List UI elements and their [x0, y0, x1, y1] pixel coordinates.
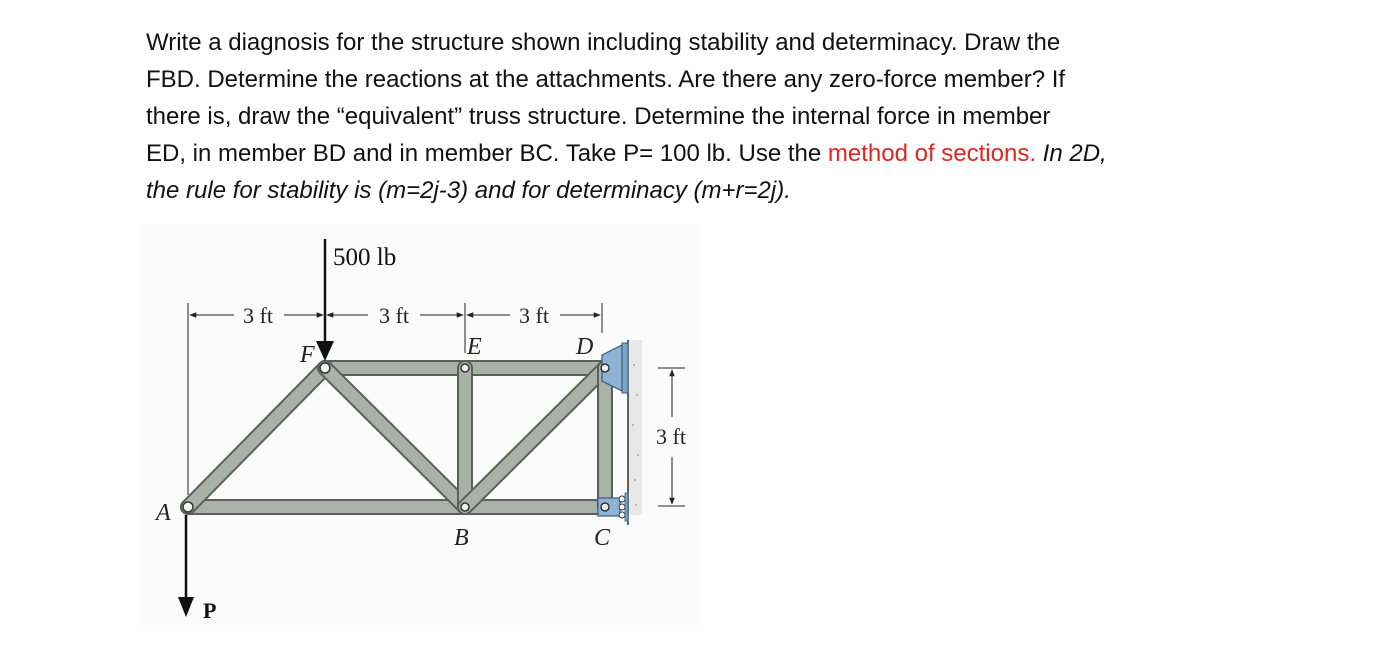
- dimension-label-vertical: 3 ft: [656, 424, 686, 449]
- problem-line-5: the rule for stability is (m=2j-3) and for determinacy (m+r=2j).: [146, 177, 791, 204]
- truss-diagram: [140, 225, 700, 625]
- stability-rule-intro: In 2D,: [1036, 140, 1107, 167]
- method-of-sections-highlight: method of sections.: [827, 140, 1036, 167]
- dimension-label-fe: 3 ft: [379, 303, 409, 328]
- dimension-label-ed: 3 ft: [519, 303, 549, 328]
- joint-label-e: E: [467, 334, 482, 360]
- figure-background: [140, 225, 700, 625]
- problem-line-1: Write a diagnosis for the structure shown including stability and determinacy. Draw the: [146, 29, 1061, 56]
- joint-b-pin: [461, 503, 469, 511]
- joint-label-c: C: [594, 525, 611, 551]
- problem-line-4: [146, 135, 1246, 172]
- load-label-500lb: 500 lb: [333, 244, 397, 271]
- joint-label-d: D: [576, 334, 594, 360]
- problem-line-3: there is, draw the “equivalent” truss structure. Determine the internal force in member: [146, 103, 1051, 130]
- problem-line-2: FBD. Determine the reactions at the attachments. Are there any zero-force member? If: [146, 66, 1066, 93]
- force-label-p: P: [203, 598, 217, 623]
- joint-c-pin: [601, 503, 609, 511]
- joint-label-f: F: [300, 342, 315, 368]
- joint-d-pin: [601, 364, 609, 372]
- joint-e-pin: [461, 364, 469, 372]
- dimension-label-af: 3 ft: [243, 303, 273, 328]
- joint-label-b: B: [454, 525, 469, 551]
- wall-support: [628, 340, 642, 525]
- joint-f-pin: [320, 363, 330, 373]
- truss-figure: [140, 225, 700, 625]
- problem-line-4-text: ED, in member BD and in member BC. Take P= 100 lb. Use the: [146, 140, 828, 167]
- joint-label-a: A: [156, 500, 171, 526]
- problem-statement: [146, 24, 1246, 209]
- joint-a-pin: [183, 502, 193, 512]
